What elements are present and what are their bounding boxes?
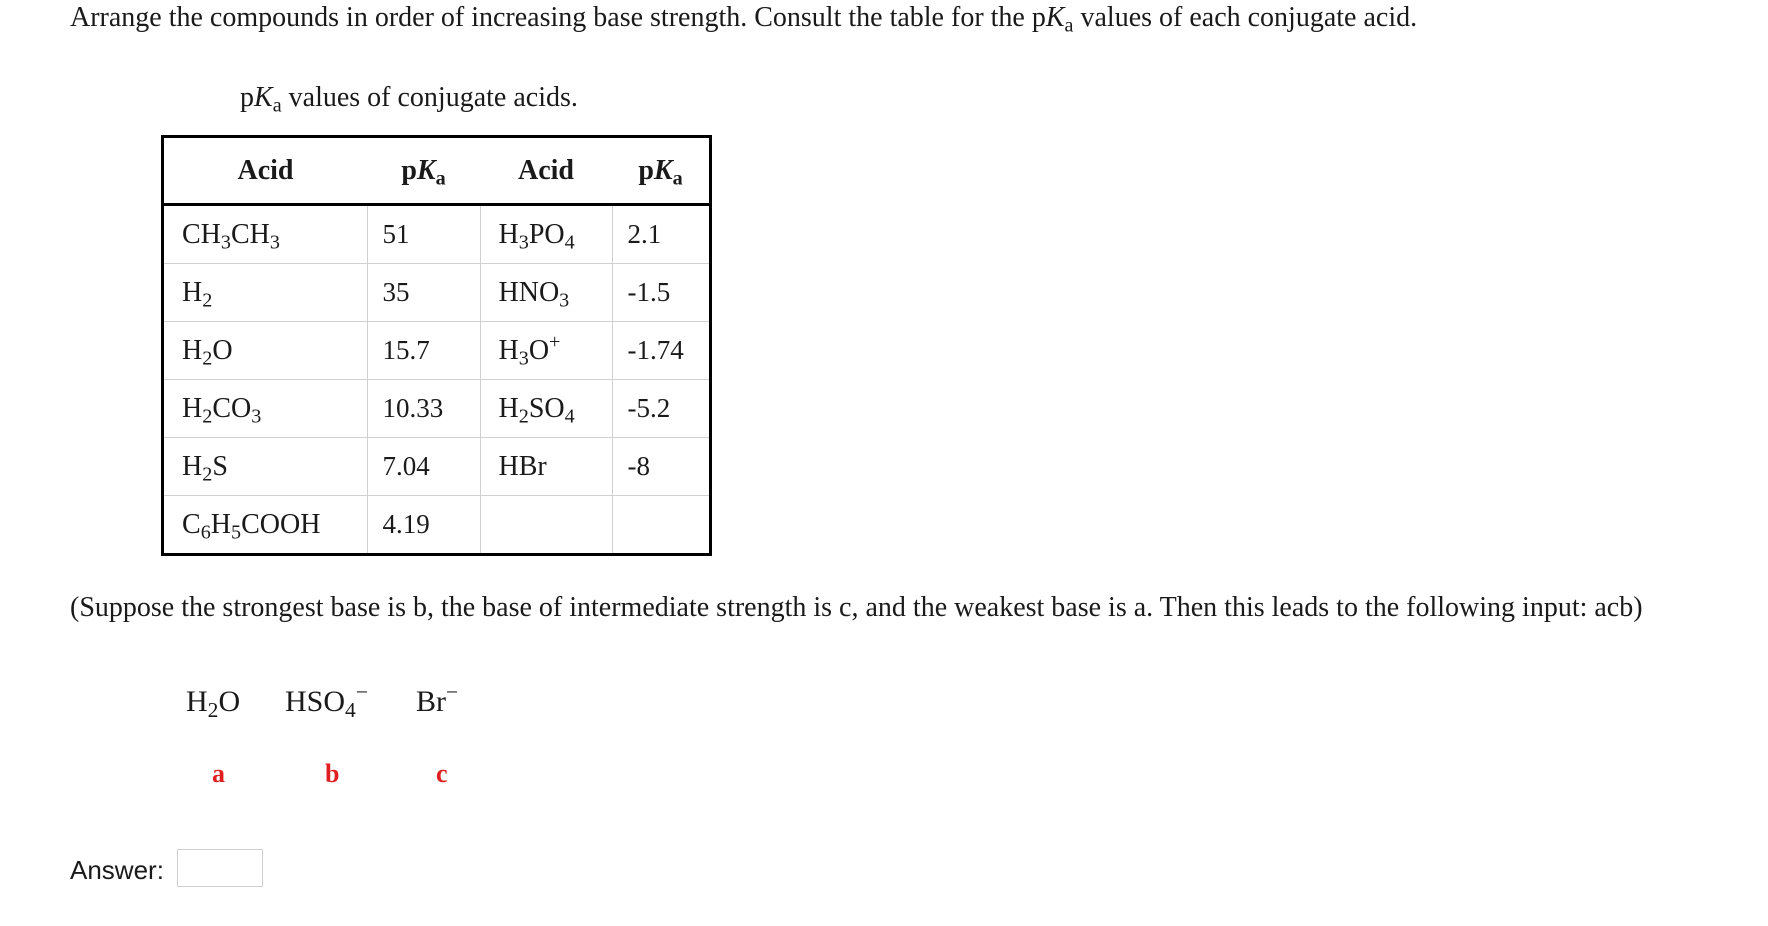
pka-value-cell (612, 496, 711, 555)
acid-formula-text: H (182, 276, 203, 308)
pka-value-cell: 7.04 (367, 438, 480, 496)
header-pka-left-a: a (435, 167, 446, 190)
acid-formula-text: H (182, 392, 203, 424)
acid-formula-subscript: 5 (231, 521, 242, 544)
letter-c: c (436, 759, 448, 788)
acid-formula-charge: + (549, 330, 561, 353)
pka-value-cell: 4.19 (367, 496, 480, 555)
letter-a: a (212, 759, 225, 788)
species-formula-text: O (218, 685, 241, 718)
acid-formula-text: CO (212, 392, 252, 424)
acid-formula-subscript: 3 (559, 289, 570, 312)
acid-formula-text: O (212, 334, 233, 366)
caption-k-symbol: K (254, 82, 273, 113)
acid-formula-cell (480, 205, 612, 264)
header-pka-right-a: a (672, 167, 683, 190)
question-k-symbol: K (1045, 2, 1065, 33)
header-pka-left-p: p (401, 154, 417, 186)
acid-formula-text: COOH (241, 508, 321, 540)
caption-rest: values of conjugate acids. (281, 82, 578, 113)
pka-value-cell: 51 (367, 205, 480, 264)
acid-formula-text: H (182, 450, 203, 482)
pka-value-cell: -1.74 (612, 322, 711, 380)
table-row (163, 380, 711, 438)
acid-formula-subscript: 2 (202, 289, 213, 312)
acid-formula-cell (480, 322, 612, 380)
caption-a-subscript: a (272, 94, 282, 117)
species-formula-text: H (186, 685, 208, 718)
letter-b: b (325, 759, 340, 788)
acid-formula-subscript: 3 (269, 231, 280, 254)
acid-formula-cell (480, 496, 612, 555)
species-formula-subscript: 4 (345, 698, 356, 723)
table-row (163, 322, 711, 380)
acid-formula-cell (163, 438, 368, 496)
pka-value-cell: -5.2 (612, 380, 711, 438)
acid-formula-text: S (212, 450, 228, 482)
pka-value-cell: 35 (367, 264, 480, 322)
header-pka-right-p: p (638, 154, 654, 186)
acid-formula-subscript: 4 (564, 405, 575, 428)
acid-formula-cell (480, 264, 612, 322)
acid-formula-subscript: 6 (200, 521, 211, 544)
acid-formula-subscript: 2 (202, 347, 213, 370)
question-a-subscript: a (1064, 14, 1074, 37)
pka-value-cell: 15.7 (367, 322, 480, 380)
acid-formula-subscript: 3 (220, 231, 231, 254)
acid-formula-text: O (528, 334, 550, 366)
acid-formula-text: HNO (498, 276, 560, 308)
acid-formula-text: CH (230, 218, 270, 250)
answer-label: Answer: (70, 855, 164, 885)
acid-formula-text: SO (528, 392, 565, 424)
acid-formula-subscript: 2 (202, 463, 213, 486)
acid-formula-text: H (498, 334, 519, 366)
acid-formula-subscript: 4 (564, 231, 575, 254)
header-acid-left: Acid (163, 137, 368, 205)
answer-input[interactable] (177, 849, 263, 887)
acid-formula-cell (163, 322, 368, 380)
acid-formula-cell (163, 205, 368, 264)
caption-p: p (240, 82, 254, 113)
question-text (70, 0, 1417, 36)
table-body (163, 205, 711, 555)
acid-formula-text: H (498, 218, 519, 250)
acid-formula-subscript: 3 (518, 231, 529, 254)
acid-formula-text: C (182, 508, 201, 540)
header-pka-right-k: K (653, 154, 673, 186)
acid-formula-subscript: 3 (518, 347, 529, 370)
acid-formula-cell (163, 496, 368, 555)
species-c (416, 680, 459, 720)
table-caption (240, 80, 578, 116)
header-pka-left (367, 137, 480, 205)
pka-value-cell: 10.33 (367, 380, 480, 438)
acid-formula-cell (480, 438, 612, 496)
acid-formula-text: H (498, 392, 519, 424)
question-text-end: values of each conjugate acid. (1073, 2, 1418, 33)
acid-formula-text: H (210, 508, 231, 540)
acid-formula-subscript: 2 (202, 405, 213, 428)
pka-value-cell: -1.5 (612, 264, 711, 322)
acid-formula-text: PO (528, 218, 565, 250)
acid-formula-text: H (182, 334, 203, 366)
acid-formula-cell (163, 380, 368, 438)
question-text-start: Arrange the compounds in order of increasing base strength. Consult the table for the p (70, 2, 1046, 33)
table-row (163, 496, 711, 555)
species-formula-charge: − (446, 680, 459, 705)
acid-formula-text: CH (182, 218, 221, 250)
header-pka-right (612, 137, 711, 205)
species-formula-charge: − (355, 680, 368, 705)
acid-formula-subscript: 2 (518, 405, 529, 428)
acid-formula-cell (480, 380, 612, 438)
header-acid-right: Acid (480, 137, 612, 205)
header-pka-left-k: K (416, 154, 436, 186)
species-b (285, 680, 368, 723)
acid-formula-cell (163, 264, 368, 322)
instruction-note: (Suppose the strongest base is b, the base of intermediate strength is c, and the weakest base is a. Then this leads to the following input: acb) (70, 592, 1643, 623)
table-row (163, 438, 711, 496)
species-formula-subscript: 2 (207, 698, 219, 723)
species-formula-text: HSO (285, 685, 346, 718)
species-a (186, 684, 241, 723)
acid-formula-subscript: 3 (251, 405, 262, 428)
table-row (163, 264, 711, 322)
table-header-row (163, 137, 711, 205)
table-row (163, 205, 711, 264)
pka-value-cell: -8 (612, 438, 711, 496)
species-formula-text: Br (416, 685, 446, 718)
pka-table (161, 135, 712, 556)
pka-value-cell: 2.1 (612, 205, 711, 264)
acid-formula-text: HBr (498, 450, 547, 482)
